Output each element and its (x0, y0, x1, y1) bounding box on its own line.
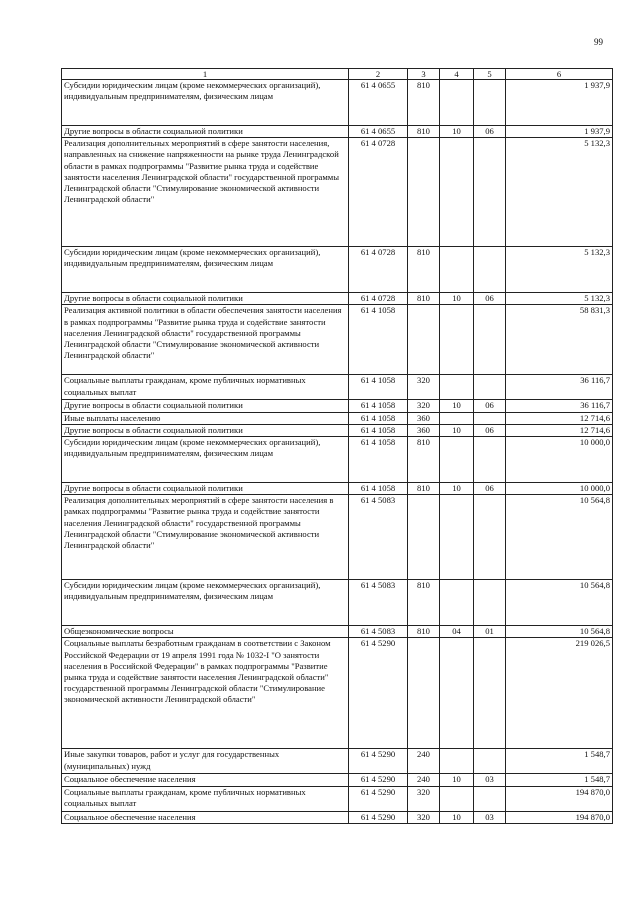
cell-sum: 5 132,3 (506, 138, 613, 247)
cell-vr: 320 (408, 400, 440, 412)
cell-rz (440, 437, 474, 483)
cell-sum: 10 000,0 (506, 483, 613, 495)
cell-rz (440, 80, 474, 126)
cell-rz: 10 (440, 483, 474, 495)
cell-pr: 01 (474, 626, 506, 638)
cell-pr (474, 749, 506, 774)
cell-sum: 1 937,9 (506, 80, 613, 126)
cell-code: 61 4 5083 (349, 495, 408, 580)
table-row (62, 786, 613, 811)
cell-code: 61 4 1058 (349, 412, 408, 424)
table-row (62, 400, 613, 412)
cell-code: 61 4 0728 (349, 247, 408, 293)
cell-vr: 810 (408, 626, 440, 638)
cell-vr: 240 (408, 749, 440, 774)
cell-rz (440, 375, 474, 400)
cell-pr (474, 786, 506, 811)
table-row (62, 412, 613, 424)
cell-code: 61 4 5083 (349, 580, 408, 626)
cell-name: Реализация активной политики в области обеспечения занятости населения в рамках подпрограммы "Развитие рынка труда и содействие занятости населения Ленинградской области" государственной программы Ленинградской области "Стимулирование экономической активности Ленинградской области" (62, 305, 349, 375)
table-row (62, 247, 613, 293)
table-row (62, 580, 613, 626)
cell-rz: 04 (440, 626, 474, 638)
cell-name: Другие вопросы в области социальной политики (62, 126, 349, 138)
cell-rz (440, 495, 474, 580)
table-row (62, 626, 613, 638)
cell-vr: 360 (408, 424, 440, 436)
cell-rz (440, 305, 474, 375)
table-row (62, 495, 613, 580)
cell-pr (474, 580, 506, 626)
cell-name: Субсидии юридическим лицам (кроме некоммерческих организаций), индивидуальным предпринимателям, физическим лицам (62, 247, 349, 293)
cell-rz (440, 138, 474, 247)
cell-pr (474, 412, 506, 424)
cell-rz: 10 (440, 293, 474, 305)
cell-code: 61 4 0728 (349, 293, 408, 305)
cell-code: 61 4 0655 (349, 80, 408, 126)
cell-sum: 10 564,8 (506, 580, 613, 626)
cell-sum: 5 132,3 (506, 293, 613, 305)
table-row (62, 483, 613, 495)
cell-vr: 320 (408, 811, 440, 823)
cell-vr: 810 (408, 437, 440, 483)
cell-code: 61 4 5290 (349, 786, 408, 811)
cell-name: Другие вопросы в области социальной политики (62, 293, 349, 305)
cell-sum: 36 116,7 (506, 400, 613, 412)
cell-vr: 810 (408, 580, 440, 626)
cell-sum: 10 000,0 (506, 437, 613, 483)
cell-sum: 1 548,7 (506, 774, 613, 786)
cell-code: 61 4 1058 (349, 424, 408, 436)
cell-sum: 5 132,3 (506, 247, 613, 293)
table-body (62, 80, 613, 824)
header-cell-name: 1 (62, 69, 349, 80)
cell-pr: 06 (474, 293, 506, 305)
cell-vr: 360 (408, 412, 440, 424)
cell-name: Субсидии юридическим лицам (кроме некоммерческих организаций), индивидуальным предпринимателям, физическим лицам (62, 437, 349, 483)
cell-name: Другие вопросы в области социальной политики (62, 483, 349, 495)
cell-rz (440, 638, 474, 749)
header-cell-rz: 4 (440, 69, 474, 80)
header-cell-pr: 5 (474, 69, 506, 80)
cell-vr (408, 638, 440, 749)
cell-rz (440, 749, 474, 774)
cell-rz: 10 (440, 126, 474, 138)
cell-pr: 06 (474, 400, 506, 412)
cell-code: 61 4 1058 (349, 400, 408, 412)
table-row (62, 424, 613, 436)
cell-sum: 219 026,5 (506, 638, 613, 749)
cell-code: 61 4 1058 (349, 437, 408, 483)
cell-name: Другие вопросы в области социальной политики (62, 424, 349, 436)
cell-name: Социальное обеспечение населения (62, 811, 349, 823)
cell-rz: 10 (440, 811, 474, 823)
cell-rz (440, 412, 474, 424)
cell-vr (408, 138, 440, 247)
table-row (62, 437, 613, 483)
cell-pr: 06 (474, 424, 506, 436)
cell-name: Общеэкономические вопросы (62, 626, 349, 638)
cell-vr: 320 (408, 786, 440, 811)
cell-vr: 810 (408, 247, 440, 293)
cell-vr (408, 305, 440, 375)
cell-pr: 03 (474, 774, 506, 786)
cell-pr (474, 247, 506, 293)
cell-code: 61 4 5083 (349, 626, 408, 638)
cell-code: 61 4 1058 (349, 375, 408, 400)
table-row (62, 638, 613, 749)
cell-pr: 03 (474, 811, 506, 823)
header-cell-vr: 3 (408, 69, 440, 80)
cell-pr: 06 (474, 483, 506, 495)
cell-code: 61 4 0728 (349, 138, 408, 247)
header-cell-code: 2 (349, 69, 408, 80)
header-cell-sum: 6 (506, 69, 613, 80)
cell-name: Другие вопросы в области социальной политики (62, 400, 349, 412)
cell-rz (440, 786, 474, 811)
table-row (62, 375, 613, 400)
table-row (62, 305, 613, 375)
cell-code: 61 4 5290 (349, 811, 408, 823)
cell-vr: 320 (408, 375, 440, 400)
cell-rz: 10 (440, 400, 474, 412)
cell-pr (474, 138, 506, 247)
page-number: 99 (594, 37, 603, 47)
cell-rz (440, 580, 474, 626)
cell-sum: 10 564,8 (506, 495, 613, 580)
cell-sum: 194 870,0 (506, 811, 613, 823)
cell-name: Социальные выплаты безработным гражданам в соответствии с Законом Российской Федерации от 19 апреля 1991 года № 1032-I "О занятости населения в Российской Федерации" в рамках подпрограммы "Развитие рынка труда и содействие занятости населения Ленинградской области" государственной программы Ленинградской области "Стимулирование экономической активности Ленинградской области" (62, 638, 349, 749)
cell-pr (474, 437, 506, 483)
cell-code: 61 4 0655 (349, 126, 408, 138)
cell-sum: 194 870,0 (506, 786, 613, 811)
cell-sum: 12 714,6 (506, 424, 613, 436)
cell-name: Социальные выплаты гражданам, кроме публичных нормативных социальных выплат (62, 786, 349, 811)
cell-rz: 10 (440, 424, 474, 436)
cell-code: 61 4 1058 (349, 305, 408, 375)
table-row (62, 80, 613, 126)
cell-pr (474, 638, 506, 749)
cell-name: Иные выплаты населению (62, 412, 349, 424)
cell-pr: 06 (474, 126, 506, 138)
cell-vr (408, 495, 440, 580)
cell-name: Реализация дополнительных мероприятий в сфере занятости населения в рамках подпрограммы "Развитие рынка труда и содействие занятости населения Ленинградской области" государственной программы Ленинградской области "Стимулирование экономической активности Ленинградской области" (62, 495, 349, 580)
cell-name: Субсидии юридическим лицам (кроме некоммерческих организаций), индивидуальным предпринимателям, физическим лицам (62, 80, 349, 126)
table-row (62, 774, 613, 786)
cell-pr (474, 375, 506, 400)
cell-rz: 10 (440, 774, 474, 786)
cell-name: Реализация дополнительных мероприятий в сфере занятости населения, направленных на снижение напряженности на рынке труда Ленинградской области в рамках подпрограммы "Развитие рынка труда и содействие занятости населения Ленинградской области" государственной программы Ленинградской области "Стимулирование экономической активности Ленинградской области" (62, 138, 349, 247)
cell-code: 61 4 5290 (349, 774, 408, 786)
cell-name: Социальное обеспечение населения (62, 774, 349, 786)
cell-sum: 10 564,8 (506, 626, 613, 638)
table-row (62, 138, 613, 247)
cell-sum: 1 937,9 (506, 126, 613, 138)
cell-rz (440, 247, 474, 293)
cell-sum: 1 548,7 (506, 749, 613, 774)
table-row (62, 749, 613, 774)
cell-pr (474, 305, 506, 375)
cell-sum: 58 831,3 (506, 305, 613, 375)
cell-vr: 810 (408, 80, 440, 126)
cell-pr (474, 80, 506, 126)
table-row (62, 811, 613, 823)
header-row (62, 69, 613, 80)
cell-code: 61 4 5290 (349, 749, 408, 774)
cell-vr: 810 (408, 483, 440, 495)
cell-name: Иные закупки товаров, работ и услуг для государственных (муниципальных) нужд (62, 749, 349, 774)
cell-code: 61 4 1058 (349, 483, 408, 495)
cell-name: Социальные выплаты гражданам, кроме публичных нормативных социальных выплат (62, 375, 349, 400)
cell-pr (474, 495, 506, 580)
table-row (62, 293, 613, 305)
cell-sum: 12 714,6 (506, 412, 613, 424)
cell-sum: 36 116,7 (506, 375, 613, 400)
cell-vr: 810 (408, 126, 440, 138)
cell-code: 61 4 5290 (349, 638, 408, 749)
budget-table (61, 68, 613, 824)
cell-vr: 810 (408, 293, 440, 305)
cell-vr: 240 (408, 774, 440, 786)
cell-name: Субсидии юридическим лицам (кроме некоммерческих организаций), индивидуальным предпринимателям, физическим лицам (62, 580, 349, 626)
table-row (62, 126, 613, 138)
